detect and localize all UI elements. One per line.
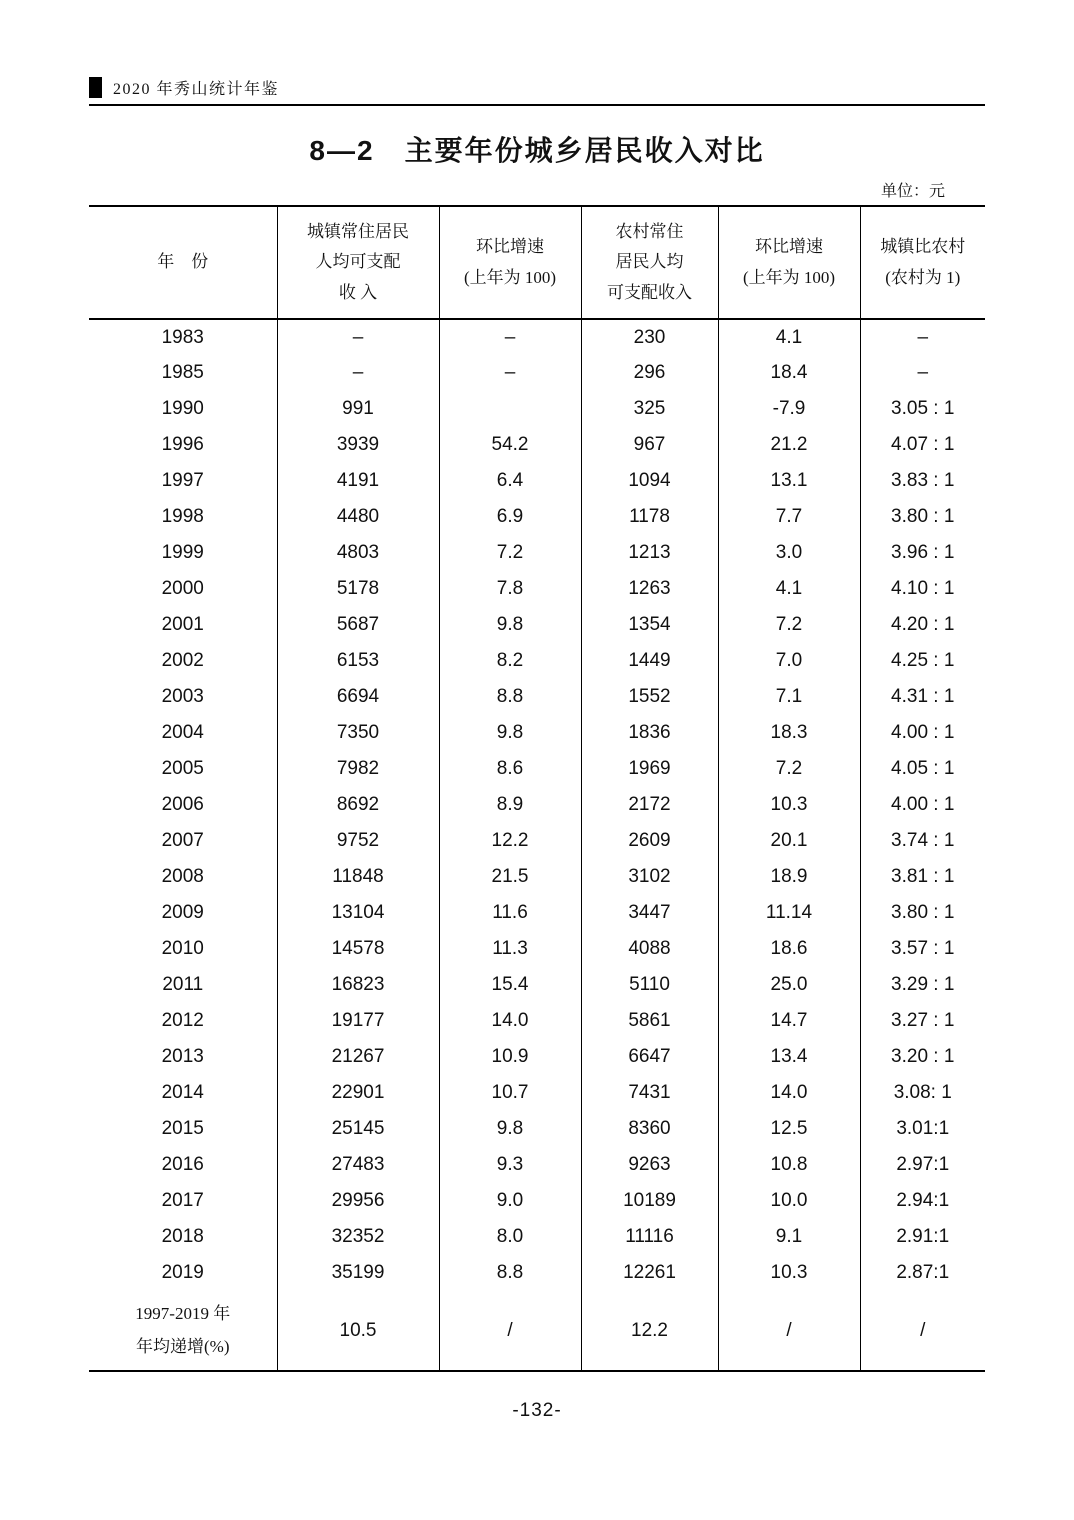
yearbook-name: 2020 年秀山统计年鉴 xyxy=(113,81,280,98)
year-cell: 2016 xyxy=(161,1154,204,1175)
value-cell: 4803 xyxy=(277,535,439,571)
value-cell: 11116 xyxy=(581,1219,718,1255)
value-cell: / xyxy=(718,1291,860,1371)
value-cell: 5178 xyxy=(277,571,439,607)
value-cell: 9.8 xyxy=(439,607,581,643)
year-cell: 2018 xyxy=(161,1226,204,1247)
year-cell: 2007 xyxy=(161,830,204,851)
value-cell: 10.8 xyxy=(718,1147,860,1183)
year-cell: 1997 xyxy=(161,470,204,491)
value-cell: 7.2 xyxy=(439,535,581,571)
value-cell: 3.80 : 1 xyxy=(860,895,985,931)
year-cell: 2001 xyxy=(161,614,204,635)
year-cell: 2015 xyxy=(161,1118,204,1139)
value-cell: 21.5 xyxy=(439,859,581,895)
year-cell: 2002 xyxy=(161,650,204,671)
value-cell: 7.8 xyxy=(439,571,581,607)
value-cell: 3.83 : 1 xyxy=(860,463,985,499)
value-cell: 7350 xyxy=(277,715,439,751)
value-cell: 6694 xyxy=(277,679,439,715)
table-title: 8—2 主要年份城乡居民收入对比 xyxy=(309,135,765,166)
value-cell: 9.8 xyxy=(439,715,581,751)
value-cell: 13104 xyxy=(277,895,439,931)
value-cell: 54.2 xyxy=(439,427,581,463)
table-row-2010 xyxy=(89,931,985,967)
value-cell: 21267 xyxy=(277,1039,439,1075)
table-row-1997 xyxy=(89,463,985,499)
table-row-2000 xyxy=(89,571,985,607)
year-cell: 2003 xyxy=(161,686,204,707)
value-cell: 3.0 xyxy=(718,535,860,571)
year-cell: 2009 xyxy=(161,902,204,923)
value-cell: – xyxy=(860,319,985,355)
value-cell: 18.9 xyxy=(718,859,860,895)
table-row-2016 xyxy=(89,1147,985,1183)
value-cell: 3.05 : 1 xyxy=(860,391,985,427)
value-cell: 3102 xyxy=(581,859,718,895)
value-cell: 25145 xyxy=(277,1111,439,1147)
table-row-2012 xyxy=(89,1003,985,1039)
value-cell xyxy=(439,391,581,427)
value-cell: 35199 xyxy=(277,1255,439,1291)
table-row-1998 xyxy=(89,499,985,535)
value-cell: 3.29 : 1 xyxy=(860,967,985,1003)
value-cell: 6153 xyxy=(277,643,439,679)
value-cell: 991 xyxy=(277,391,439,427)
year-cell: 1999 xyxy=(161,542,204,563)
value-cell: 2.87:1 xyxy=(860,1255,985,1291)
value-cell: 9752 xyxy=(277,823,439,859)
value-cell: 4.00 : 1 xyxy=(860,787,985,823)
value-cell: 4.20 : 1 xyxy=(860,607,985,643)
table-row-2008 xyxy=(89,859,985,895)
value-cell: 14578 xyxy=(277,931,439,967)
value-cell: 3939 xyxy=(277,427,439,463)
year-cell: 2012 xyxy=(161,1010,204,1031)
value-cell: 7431 xyxy=(581,1075,718,1111)
value-cell: 8.0 xyxy=(439,1219,581,1255)
year-cell: 1996 xyxy=(161,434,204,455)
value-cell: 1354 xyxy=(581,607,718,643)
value-cell: -7.9 xyxy=(718,391,860,427)
value-cell: 11.3 xyxy=(439,931,581,967)
value-cell: 21.2 xyxy=(718,427,860,463)
value-cell: 8.8 xyxy=(439,1255,581,1291)
value-cell: 19177 xyxy=(277,1003,439,1039)
column-header-rural-growth: 环比增速 (上年为 100) xyxy=(718,206,860,319)
value-cell: – xyxy=(277,319,439,355)
table-row-2007 xyxy=(89,823,985,859)
value-cell: 9.8 xyxy=(439,1111,581,1147)
summary-label: 1997-2019 年 年均递增(%) xyxy=(135,1304,231,1356)
year-cell: 1985 xyxy=(161,362,204,383)
value-cell: 4088 xyxy=(581,931,718,967)
column-header-urban-income: 城镇常住居民 人均可支配 收 入 xyxy=(277,206,439,319)
value-cell: 7.2 xyxy=(718,607,860,643)
value-cell: 29956 xyxy=(277,1183,439,1219)
value-cell: 3.57 : 1 xyxy=(860,931,985,967)
value-cell: 6.4 xyxy=(439,463,581,499)
table-row-2013 xyxy=(89,1039,985,1075)
table-row-2011 xyxy=(89,967,985,1003)
value-cell: – xyxy=(439,319,581,355)
value-cell: 2.94:1 xyxy=(860,1183,985,1219)
running-head xyxy=(89,76,985,106)
value-cell: 5687 xyxy=(277,607,439,643)
value-cell: 14.0 xyxy=(439,1003,581,1039)
year-cell: 2004 xyxy=(161,722,204,743)
table-row-2005 xyxy=(89,751,985,787)
year-cell: 1990 xyxy=(161,398,204,419)
value-cell: 4.31 : 1 xyxy=(860,679,985,715)
value-cell: 967 xyxy=(581,427,718,463)
year-cell: 2006 xyxy=(161,794,204,815)
value-cell: 3.81 : 1 xyxy=(860,859,985,895)
value-cell: 4.25 : 1 xyxy=(860,643,985,679)
value-cell: 15.4 xyxy=(439,967,581,1003)
table-row-2006 xyxy=(89,787,985,823)
table-row-1983 xyxy=(89,319,985,355)
table-row-1999 xyxy=(89,535,985,571)
page-number: -132- xyxy=(512,1400,562,1421)
value-cell: 25.0 xyxy=(718,967,860,1003)
value-cell: 11.6 xyxy=(439,895,581,931)
value-cell: 5861 xyxy=(581,1003,718,1039)
value-cell: 4191 xyxy=(277,463,439,499)
year-cell: 1983 xyxy=(161,326,204,348)
value-cell: 10.5 xyxy=(277,1291,439,1371)
table-row-2003 xyxy=(89,679,985,715)
value-cell: 9263 xyxy=(581,1147,718,1183)
value-cell: 6647 xyxy=(581,1039,718,1075)
value-cell: 2609 xyxy=(581,823,718,859)
value-cell: 3.80 : 1 xyxy=(860,499,985,535)
value-cell: 22901 xyxy=(277,1075,439,1111)
value-cell: 8692 xyxy=(277,787,439,823)
value-cell: 2172 xyxy=(581,787,718,823)
value-cell: 18.3 xyxy=(718,715,860,751)
value-cell: 12261 xyxy=(581,1255,718,1291)
value-cell: 6.9 xyxy=(439,499,581,535)
value-cell: 13.1 xyxy=(718,463,860,499)
value-cell: 1449 xyxy=(581,643,718,679)
value-cell: 10.3 xyxy=(718,787,860,823)
value-cell: 10.3 xyxy=(718,1255,860,1291)
header-block-icon xyxy=(89,77,102,98)
year-cell: 2005 xyxy=(161,758,204,779)
value-cell: 12.2 xyxy=(581,1291,718,1371)
value-cell: 1836 xyxy=(581,715,718,751)
value-cell: 9.3 xyxy=(439,1147,581,1183)
year-cell: 2017 xyxy=(161,1190,204,1211)
value-cell: 1178 xyxy=(581,499,718,535)
value-cell: 4.00 : 1 xyxy=(860,715,985,751)
value-cell: 3.20 : 1 xyxy=(860,1039,985,1075)
value-cell: 8.6 xyxy=(439,751,581,787)
value-cell: 10.7 xyxy=(439,1075,581,1111)
value-cell: 32352 xyxy=(277,1219,439,1255)
page-content xyxy=(89,76,985,1422)
unit-row xyxy=(89,178,985,201)
value-cell: 7.7 xyxy=(718,499,860,535)
table-row-2001 xyxy=(89,607,985,643)
value-cell: 2.91:1 xyxy=(860,1219,985,1255)
value-cell: 5110 xyxy=(581,967,718,1003)
value-cell: 12.2 xyxy=(439,823,581,859)
value-cell: 3.01:1 xyxy=(860,1111,985,1147)
value-cell: 14.0 xyxy=(718,1075,860,1111)
value-cell: 8.2 xyxy=(439,643,581,679)
table-row-2014 xyxy=(89,1075,985,1111)
value-cell: – xyxy=(277,355,439,391)
value-cell: 1552 xyxy=(581,679,718,715)
year-cell: 2000 xyxy=(161,578,204,599)
value-cell: 4.05 : 1 xyxy=(860,751,985,787)
table-row-2004 xyxy=(89,715,985,751)
table-body xyxy=(89,319,985,1371)
column-header-urban-rural-ratio: 城镇比农村 (农村为 1) xyxy=(860,206,985,319)
table-row-2017 xyxy=(89,1183,985,1219)
year-cell: 2011 xyxy=(162,974,204,995)
table-row-2015 xyxy=(89,1111,985,1147)
value-cell: 1213 xyxy=(581,535,718,571)
value-cell: 1969 xyxy=(581,751,718,787)
table-row-2018 xyxy=(89,1219,985,1255)
value-cell: 1263 xyxy=(581,571,718,607)
value-cell: 230 xyxy=(581,319,718,355)
value-cell: 11848 xyxy=(277,859,439,895)
value-cell: / xyxy=(860,1291,985,1371)
value-cell: 7982 xyxy=(277,751,439,787)
value-cell: 12.5 xyxy=(718,1111,860,1147)
value-cell: – xyxy=(860,355,985,391)
table-row-1996 xyxy=(89,427,985,463)
value-cell: 4.07 : 1 xyxy=(860,427,985,463)
value-cell: 1094 xyxy=(581,463,718,499)
value-cell: 3.74 : 1 xyxy=(860,823,985,859)
value-cell: 296 xyxy=(581,355,718,391)
table-row-1985 xyxy=(89,355,985,391)
value-cell: 18.4 xyxy=(718,355,860,391)
value-cell: 3447 xyxy=(581,895,718,931)
table-row-2019 xyxy=(89,1255,985,1291)
value-cell: 14.7 xyxy=(718,1003,860,1039)
column-header-rural-income: 农村常住 居民人均 可支配收入 xyxy=(581,206,718,319)
value-cell: 10189 xyxy=(581,1183,718,1219)
value-cell: 8360 xyxy=(581,1111,718,1147)
value-cell: 3.08: 1 xyxy=(860,1075,985,1111)
table-row-1990 xyxy=(89,391,985,427)
value-cell: 7.1 xyxy=(718,679,860,715)
header-row xyxy=(89,206,985,319)
value-cell: 325 xyxy=(581,391,718,427)
value-cell: 7.2 xyxy=(718,751,860,787)
value-cell: 3.96 : 1 xyxy=(860,535,985,571)
value-cell: 20.1 xyxy=(718,823,860,859)
year-cell: 2014 xyxy=(161,1082,204,1103)
year-cell: 2010 xyxy=(161,938,204,959)
year-cell: 2008 xyxy=(161,866,204,887)
value-cell: 4480 xyxy=(277,499,439,535)
income-comparison-table xyxy=(89,205,985,1372)
value-cell: / xyxy=(439,1291,581,1371)
value-cell: 10.9 xyxy=(439,1039,581,1075)
value-cell: 7.0 xyxy=(718,643,860,679)
value-cell: 4.10 : 1 xyxy=(860,571,985,607)
year-cell: 2019 xyxy=(161,1262,204,1283)
column-header-year: 年 份 xyxy=(89,206,277,319)
value-cell: 11.14 xyxy=(718,895,860,931)
value-cell: 27483 xyxy=(277,1147,439,1183)
table-head xyxy=(89,206,985,319)
value-cell: – xyxy=(439,355,581,391)
column-header-urban-growth: 环比增速 (上年为 100) xyxy=(439,206,581,319)
year-cell: 1998 xyxy=(161,506,204,527)
value-cell: 3.27 : 1 xyxy=(860,1003,985,1039)
value-cell: 13.4 xyxy=(718,1039,860,1075)
value-cell: 10.0 xyxy=(718,1183,860,1219)
value-cell: 16823 xyxy=(277,967,439,1003)
value-cell: 8.8 xyxy=(439,679,581,715)
value-cell: 4.1 xyxy=(718,319,860,355)
value-cell: 8.9 xyxy=(439,787,581,823)
summary-row xyxy=(89,1291,985,1371)
value-cell: 9.1 xyxy=(718,1219,860,1255)
year-cell: 2013 xyxy=(161,1046,204,1067)
value-cell: 4.1 xyxy=(718,571,860,607)
table-row-2002 xyxy=(89,643,985,679)
table-row-2009 xyxy=(89,895,985,931)
unit-label: 单位：元 xyxy=(880,183,945,200)
value-cell: 18.6 xyxy=(718,931,860,967)
value-cell: 2.97:1 xyxy=(860,1147,985,1183)
value-cell: 9.0 xyxy=(439,1183,581,1219)
